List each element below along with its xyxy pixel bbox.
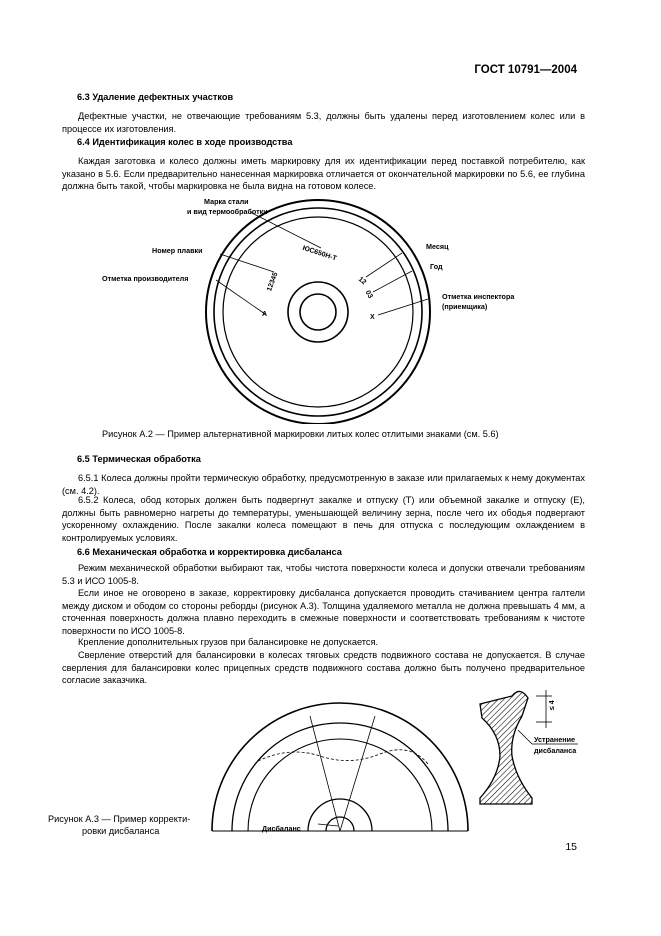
leader-inspector (378, 299, 428, 315)
section-6-5-2-text: 6.5.2 Колеса, обод которых должен быть подвергнут закалке и отпуску (Т) или объемной закалке и отпуску (Е), должны быть равномерно нагреты до температуры, уменьшающей величину зерна, после чего их ободья подвергают ускоренному охлаждению. После закалки колеса помещают в печь для отпуска с последующим охлаждением в контролируемых условиях. (62, 495, 585, 543)
wheel-rim-inner (214, 208, 422, 416)
imbalance-radius-2 (340, 716, 375, 831)
page-number: 15 (565, 841, 577, 853)
label-inspector-2: (приемщика) (442, 302, 488, 311)
mark-steel: ЮС650Н-Т (301, 244, 338, 263)
section-6-3-text: Дефектные участки, не отвечающие требованиям 5.3, должны быть удалены перед изготовлением колес или в процессе их изготовления. (62, 111, 585, 134)
label-maker: Отметка производителя (102, 274, 189, 283)
label-year: Год (430, 262, 443, 271)
wheel-profile-section (480, 691, 532, 804)
leader-year (373, 271, 412, 292)
figure-a3-caption-1: Рисунок А.3 — Пример корректи- (48, 814, 191, 824)
wheel-outer-rim (206, 200, 430, 424)
mark-month: 12 (356, 275, 368, 287)
figure-a3-caption-2: ровки дисбаланса (82, 826, 160, 836)
section-6-6-heading: 6.6 Механическая обработка и корректировка дисбаланса (77, 547, 342, 557)
section-6-6-p3: Крепление дополнительных грузов при балансировке не допускается. (78, 637, 379, 647)
label-melt: Номер плавки (152, 246, 203, 255)
label-imbalance: Дисбаланс (262, 824, 301, 833)
label-inspector-1: Отметка инспектора (442, 292, 515, 301)
label-fix-1: Устранение (534, 735, 576, 744)
figure-a2-wheel-marking (90, 192, 560, 424)
section-6-3-heading: 6.3 Удаление дефектных участков (77, 92, 234, 102)
label-steel-2: и вид термообработки (187, 207, 268, 216)
mark-maker: А (262, 311, 268, 318)
wheel-bore (300, 294, 336, 330)
section-6-6-p2: Если иное не оговорено в заказе, корректировку дисбаланса допускается проводить стачиванием центра галтели между диском и ободом со стороны реборды (рисунок А.3). Толщина удаляемого металла не должна превышать 4 мм, а сточенная поверхность должна плавно переходить в смежные поверхности и соответствовать требованиям к чистоте поверхности по ИСО 1005-8. (62, 588, 585, 636)
imbalance-wave (258, 750, 428, 764)
section-6-4-heading: 6.4 Идентификация колес в ходе производства (77, 137, 293, 147)
wheel-disc-edge (223, 217, 413, 407)
leader-month (366, 253, 402, 277)
leader-melt (220, 254, 274, 272)
label-fix-2: дисбаланса (534, 746, 577, 755)
label-steel-1: Марка стали (204, 197, 249, 206)
section-6-5-heading: 6.5 Термическая обработка (77, 454, 201, 464)
label-month: Месяц (426, 242, 449, 251)
wheel-hub (288, 282, 348, 342)
mark-inspector: Х (370, 314, 375, 321)
label-dim: ≤ 4 (549, 700, 556, 710)
figure-a3-imbalance (200, 686, 600, 846)
hub-bore-arc (326, 817, 354, 831)
imbalance-radius-1 (310, 716, 340, 831)
leader-fix (518, 730, 532, 744)
section-6-6-p4: Сверление отверстий для балансировки в колесах тяговых средств подвижного состава не допускается. В случае сверления для балансировки колес прицепных средств подвижного состава должно быть получено предварительное согласие заказчика. (62, 650, 585, 686)
mark-melt: 12345 (266, 271, 280, 293)
document-standard-header: ГОСТ 10791—2004 (474, 64, 577, 76)
mark-year: 03 (363, 289, 374, 300)
figure-a2-caption: Рисунок А.2 — Пример альтернативной маркировки литых колес отлитыми знаками (см. 5.6) (102, 429, 499, 439)
section-6-5-1-text: 6.5.1 Колеса должны пройти термическую обработку, предусмотренную в заказе или прилагаемых к нему документах (см. 4.2). (62, 473, 585, 496)
section-6-4-text: Каждая заготовка и колесо должны иметь маркировку для их идентификации перед поставкой потребителю, как указано в 5.6. Если предварительно нанесенная маркировка отличается от окончательной маркировки по 5.6, ее глубина должна быть такой, чтобы маркировка не была видна на готовом колесе. (62, 156, 585, 192)
section-6-6-p1: Режим механической обработки выбирают так, чтобы чистота поверхности колеса и допуски отвечали требованиям 5.3 и ИСО 1005-8. (62, 563, 585, 586)
hub-outer-arc (308, 799, 372, 831)
